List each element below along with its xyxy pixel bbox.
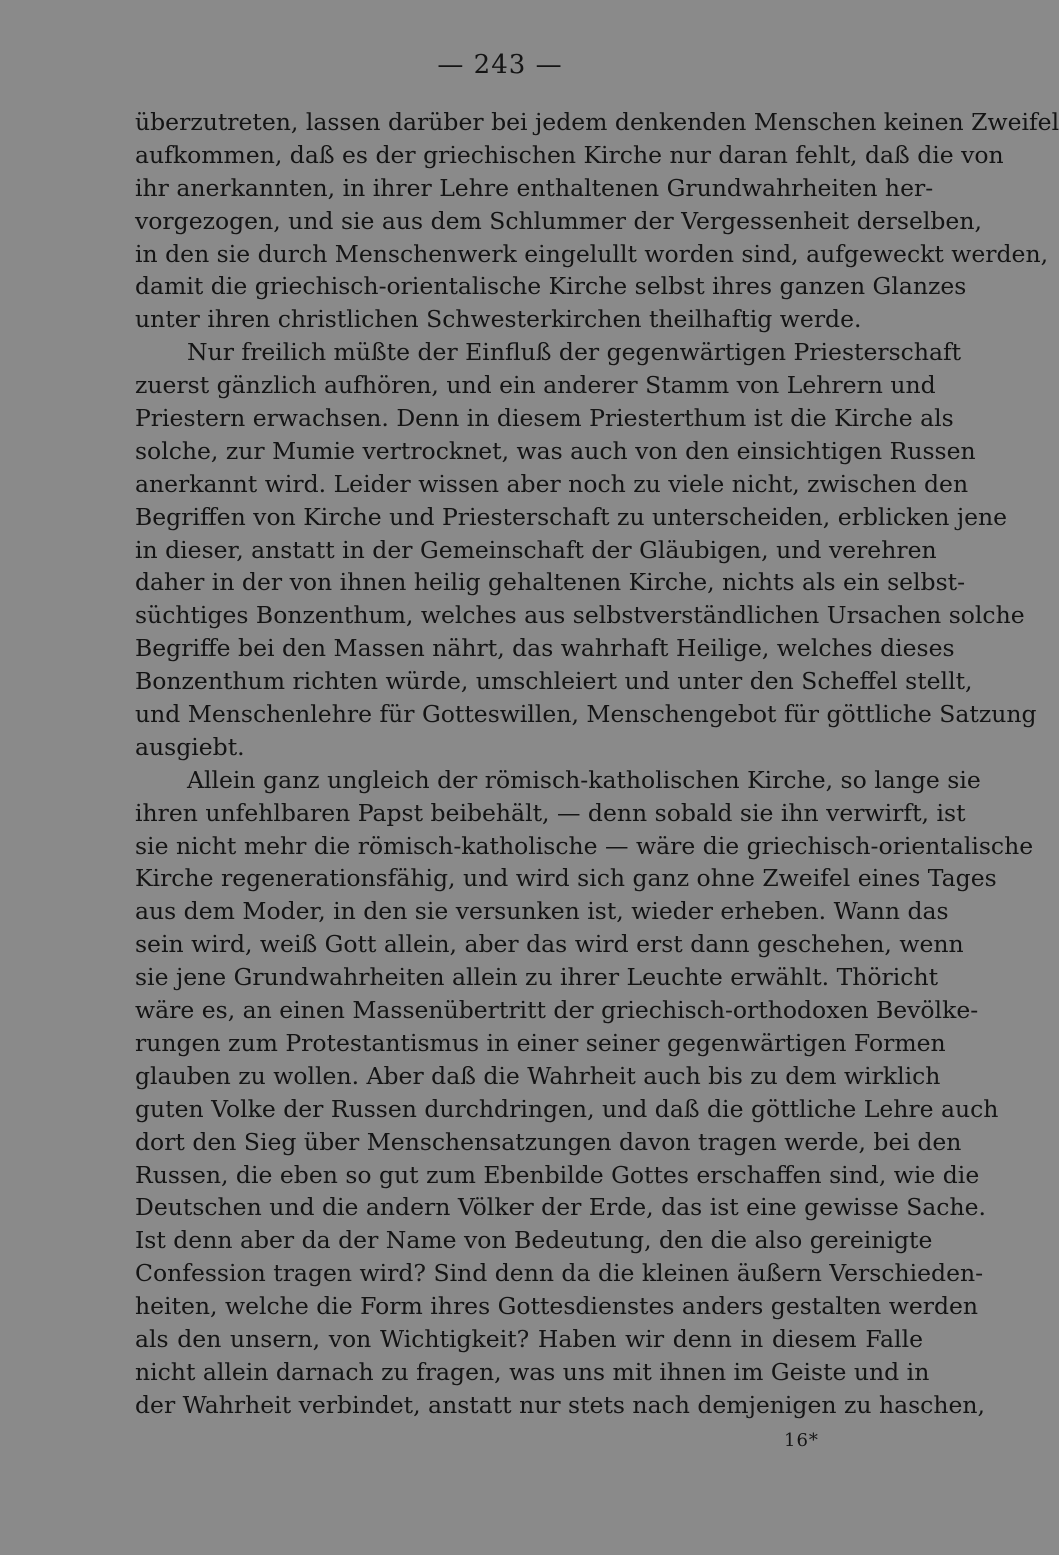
text-line: ausgiebt. (135, 732, 245, 761)
body-text (135, 106, 1059, 1422)
text-line: nicht allein darnach zu fragen, was uns mit ihnen im Geiste und in (135, 1357, 930, 1386)
text-line: der Wahrheit verbindet, anstatt nur stets nach demjenigen zu haschen, (135, 1390, 985, 1419)
text-line: in dieser, anstatt in der Gemeinschaft der Gläubigen, und verehren (135, 535, 937, 564)
text-line: ihren unfehlbaren Papst beibehält, — denn sobald sie ihn verwirft, ist (135, 798, 966, 827)
text-line: heiten, welche die Form ihres Gottesdienstes anders gestalten werden (135, 1292, 979, 1321)
text-line: daher in der von ihnen heilig gehaltenen Kirche, nichts als ein selbst- (135, 568, 966, 597)
text-line: Begriffen von Kirche und Priesterschaft zu unterscheiden, erblicken jene (135, 502, 1008, 531)
text-line: aufkommen, daß es der griechischen Kirche nur daran fehlt, daß die von (135, 140, 1004, 169)
text-line: vorgezogen, und sie aus dem Schlummer der Vergessenheit derselben, (135, 206, 982, 235)
text-line: Kirche regenerationsfähig, und wird sich ganz ohne Zweifel eines Tages (135, 864, 997, 893)
text-line: ihr anerkannten, in ihrer Lehre enthaltenen Grundwahrheiten her- (135, 173, 934, 202)
text-line: Nur freilich müßte der Einfluß der gegenwärtigen Priesterschaft (187, 338, 962, 367)
text-line: glauben zu wollen. Aber daß die Wahrheit auch bis zu dem wirklich (135, 1061, 941, 1090)
text-line: unter ihren christlichen Schwesterkirchen theilhaftig werde. (135, 305, 862, 334)
text-line: sie jene Grundwahrheiten allein zu ihrer Leuchte erwählt. Thöricht (135, 963, 939, 992)
text-line: aus dem Moder, in den sie versunken ist, wieder erheben. Wann das (135, 897, 949, 926)
text-line: überzutreten, lassen darüber bei jedem denkenden Menschen keinen Zweifel (135, 108, 1059, 136)
text-line: Russen, die eben so gut zum Ebenbilde Gottes erschaffen sind, wie die (135, 1160, 980, 1189)
text-line: und Menschenlehre für Gotteswillen, Menschengebot für göttliche Satzung (135, 700, 1037, 729)
text-line: solche, zur Mumie vertrocknet, was auch von den einsichtigen Russen (135, 436, 976, 465)
text-line: süchtiges Bonzenthum, welches aus selbstverständlichen Ursachen solche (135, 601, 1025, 630)
text-line: anerkannt wird. Leider wissen aber noch zu viele nicht, zwischen den (135, 469, 969, 498)
text-line: zuerst gänzlich aufhören, und ein anderer Stamm von Lehrern und (135, 371, 936, 400)
text-line: dort den Sieg über Menschensatzungen davon tragen werde, bei den (135, 1127, 962, 1156)
signature-mark: 16* (784, 1430, 819, 1451)
text-line: sein wird, weiß Gott allein, aber das wird erst dann geschehen, wenn (135, 930, 964, 959)
text-line: Begriffe bei den Massen nährt, das wahrhaft Heilige, welches dieses (135, 634, 955, 663)
text-line: Ist denn aber da der Name von Bedeutung, den die also gereinigte (135, 1226, 933, 1255)
text-line: damit die griechisch-orientalische Kirche selbst ihres ganzen Glanzes (135, 272, 967, 301)
text-line: Confession tragen wird? Sind denn da die kleinen äußern Verschieden- (135, 1259, 984, 1288)
text-line: Allein ganz ungleich der römisch-katholischen Kirche, so lange sie (187, 765, 981, 794)
text-line: in den sie durch Menschenwerk eingelullt worden sind, aufgeweckt werden, (135, 239, 1049, 268)
text-line: als den unsern, von Wichtigkeit? Haben wir denn in diesem Falle (135, 1324, 923, 1353)
text-line: rungen zum Protestantismus in einer seiner gegenwärtigen Formen (135, 1028, 946, 1057)
text-line: Priestern erwachsen. Denn in diesem Priesterthum ist die Kirche als (135, 404, 954, 433)
text-line: Deutschen und die andern Völker der Erde, das ist eine gewisse Sache. (135, 1193, 986, 1222)
text-line: guten Volke der Russen durchdringen, und daß die göttliche Lehre auch (135, 1094, 999, 1123)
page-number: — 243 — (437, 50, 563, 80)
text-line: sie nicht mehr die römisch-katholische — wäre die griechisch-orientalische (135, 831, 1034, 860)
text-line: Bonzenthum richten würde, umschleiert und unter den Scheffel stellt, (135, 667, 973, 696)
text-line: wäre es, an einen Massenübertritt der griechisch-orthodoxen Bevölke- (135, 996, 979, 1025)
